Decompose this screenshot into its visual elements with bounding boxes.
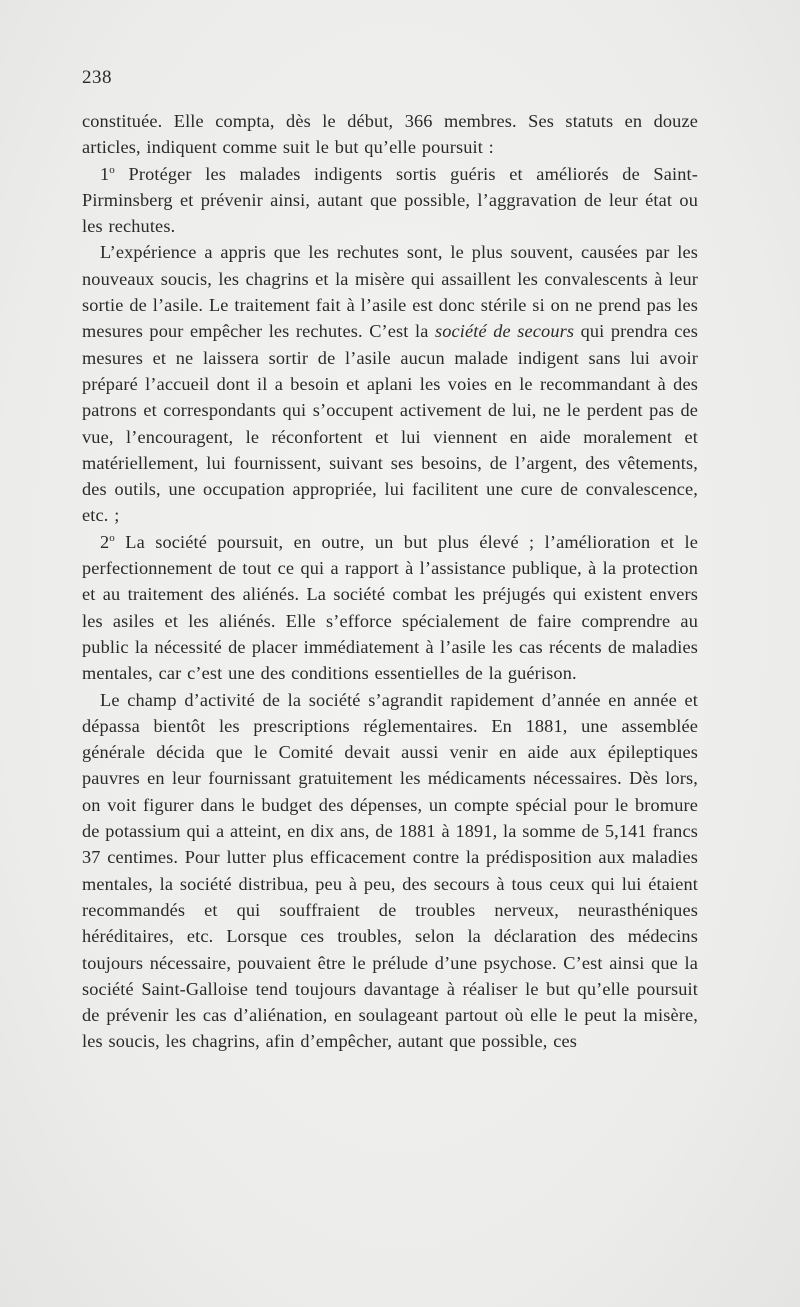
- paragraph-text: qui prendra ces mesures et ne laissera sortir de l’asile aucun malade indigent sans lui avoir préparé l’accueil dont il a besoin et aplani les voies en le recommandant à des patrons et correspondants qui s’occupent activement de lui, ne le perdent pas de vue, l’encouragent, le réconfortent et lui viennent en aide moralement et matériellement, lui fournissent, suivant ses besoins, de l’argent, des vêtements, des outils, une occupation appropriée, lui facilitent une cure de convalescence, etc. ;: [82, 321, 698, 526]
- ordinal-suffix: o: [109, 163, 115, 176]
- ordinal-suffix: o: [109, 531, 115, 544]
- item-number: 2: [100, 531, 110, 552]
- italic-term: société de secours: [434, 321, 575, 342]
- paragraph-text: constituée. Elle compta, dès le début, 366 membres. Ses statuts en douze articles, indiquent comme suit le but qu’elle poursuit :: [82, 111, 698, 158]
- paragraph-item-1: [82, 161, 698, 240]
- paragraph-text: La société poursuit, en outre, un but plus élevé ; l’amélioration et le perfectionnement de tout ce qui a rapport à l’assistance publique, à la protection et au traitement des aliénés. La société combat les préjugés qui existent envers les asiles et les aliénés. Elle s’efforce spécialement de faire comprendre au public la nécessité de placer immédiatement à l’asile les cas récents de maladies mentales, car c’est une des conditions essentielles de la guérison.: [82, 531, 698, 684]
- paragraph-item-2: [82, 529, 698, 687]
- item-number: 1: [100, 163, 110, 184]
- paragraph-text: Le champ d’activité de la société s’agrandit rapidement d’année en année et dépassa bientôt les prescriptions réglementaires. En 1881, une assemblée générale décida que le Comité devait aussi venir en aide aux épileptiques pauvres en leur fournissant gratuitement les médicaments nécessaires. Dès lors, on voit figurer dans le budget des dépenses, un compte spécial pour le bromure de potassium qui a atteint, en dix ans, de 1881 à 1891, la somme de 5,141 francs 37 centimes. Pour lutter plus efficacement contre la prédisposition aux maladies mentales, la société distribua, peu à peu, des secours à tous ceux qui lui étaient recommandés et qui souffraient de troubles nerveux, neurasthéniques héréditaires, etc. Lorsque ces troubles, selon la déclaration des médecins toujours nécessaire, pouvaient être le prélude d’une psychose. C’est ainsi que la société Saint-Galloise tend toujours davantage à réaliser le but qu’elle poursuit de prévenir les cas d’aliénation, en soulageant partout où elle le peut la misère, les soucis, les chagrins, afin d’empêcher, autant que possible, ces: [82, 689, 698, 1052]
- paragraph-text: L’expérience a appris que les rechutes sont, le plus souvent, causées par les nouveaux soucis, les chagrins et la misère qui assaillent les convalescents à leur sortie de l’asile. Le traitement fait à l’asile est donc stérile si on ne prend pas les mesures pour empêcher les rechutes. C’est la: [82, 242, 698, 342]
- document-page: [82, 66, 698, 1055]
- paragraph-continuation: [82, 108, 698, 161]
- paragraph-relapse: [82, 239, 698, 528]
- paragraph-activity: [82, 687, 698, 1055]
- paragraph-text: Protéger les malades indigents sortis guéris et améliorés de Saint-Pirminsberg et prévenir ainsi, autant que possible, l’aggravation de leur état ou les rechutes.: [82, 163, 698, 237]
- page-number: 238: [82, 67, 112, 88]
